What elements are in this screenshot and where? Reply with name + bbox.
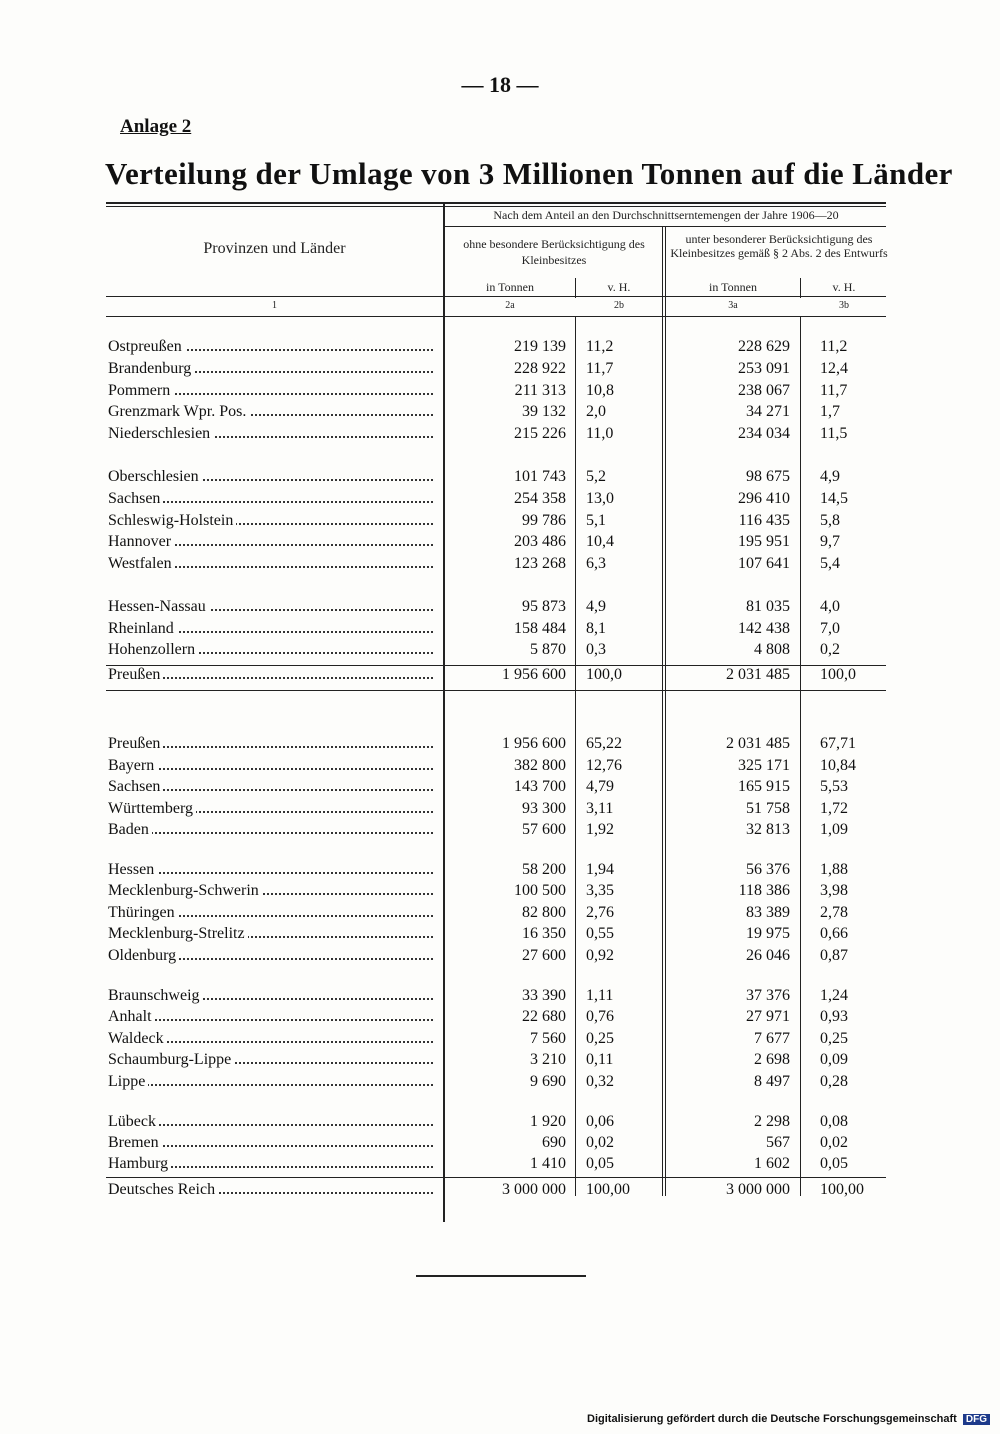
row-tonnen-2: 1 410 [530, 1155, 566, 1172]
row-tonnen-3: 234 034 [738, 425, 790, 442]
row-tonnen-3: 98 675 [746, 468, 790, 485]
table-row [108, 904, 878, 925]
header-sub2: ohne besondere Berücksichtigung des Kleinbesitzes [463, 237, 645, 267]
table-row [108, 382, 878, 403]
row-pct-3: 10,84 [820, 757, 856, 774]
row-pct-3: 0,87 [820, 947, 848, 964]
row-name-label: Oberschlesien [108, 468, 202, 485]
row-name [108, 425, 433, 443]
table-row [108, 735, 878, 756]
row-tonnen-2: 58 200 [522, 861, 566, 878]
row-pct-2: 0,55 [586, 925, 614, 942]
row-pct-3: 11,7 [820, 382, 848, 399]
table-row [108, 555, 878, 576]
unit-tonnen-2: in Tonnen [486, 280, 534, 294]
row-pct-3: 3,98 [820, 882, 848, 899]
page-number: — 18 — [461, 72, 539, 97]
row-name-label: Schaumburg-Lippe [108, 1051, 234, 1068]
row-name-label: Mecklenburg-Strelitz [108, 925, 248, 942]
row-name [108, 598, 433, 616]
table-row [108, 778, 878, 799]
row-tonnen-2: 228 922 [514, 360, 566, 377]
row-tonnen-3: 37 376 [746, 987, 790, 1004]
row-tonnen-2: 57 600 [522, 821, 566, 838]
row-tonnen-2: 100 500 [514, 882, 566, 899]
row-pct-2: 5,2 [586, 468, 606, 485]
row-pct-3: 11,2 [820, 338, 848, 355]
header-group: Nach dem Anteil an den Durchschnittserntemengen der Jahre 1906—20 [493, 208, 839, 222]
table-row [108, 1113, 878, 1134]
unit-pct-3: v. H. [832, 280, 856, 294]
table-top-rule [106, 202, 886, 204]
row-tonnen-2: 3 000 000 [502, 1181, 566, 1198]
row-name [108, 1051, 433, 1069]
row-pct-2: 0,92 [586, 947, 614, 964]
row-name-label: Hohenzollern [108, 641, 198, 658]
row-tonnen-2: 101 743 [514, 468, 566, 485]
row-tonnen-3: 107 641 [738, 555, 790, 572]
table-row [108, 987, 878, 1008]
row-tonnen-2: 254 358 [514, 490, 566, 507]
row-pct-2: 0,32 [586, 1073, 614, 1090]
unit-pct-2: v. H. [607, 280, 631, 294]
row-tonnen-3: 3 000 000 [726, 1181, 790, 1198]
row-pct-2: 4,9 [586, 598, 606, 615]
row-name [108, 925, 433, 943]
row-pct-3: 11,5 [820, 425, 848, 442]
row-name-label: Rheinland [108, 620, 177, 637]
row-tonnen-2: 27 600 [522, 947, 566, 964]
row-name-label: Preußen [108, 666, 163, 683]
row-name [108, 666, 433, 684]
row-name [108, 947, 433, 965]
row-tonnen-2: 9 690 [530, 1073, 566, 1090]
row-pct-3: 2,78 [820, 904, 848, 921]
table-row [108, 641, 878, 662]
table-row [108, 800, 878, 821]
row-pct-2: 0,3 [586, 641, 606, 658]
footer-credit [587, 1413, 990, 1425]
row-pct-3: 0,93 [820, 1008, 848, 1025]
table-row [108, 468, 878, 489]
table-row [108, 620, 878, 641]
row-name [108, 1181, 433, 1199]
row-name [108, 403, 433, 421]
row-tonnen-3: 296 410 [738, 490, 790, 507]
row-name-label: Waldeck [108, 1030, 167, 1047]
row-tonnen-3: 228 629 [738, 338, 790, 355]
row-tonnen-3: 4 808 [754, 641, 790, 658]
row-pct-3: 4,9 [820, 468, 840, 485]
row-tonnen-2: 219 139 [514, 338, 566, 355]
row-tonnen-3: 116 435 [738, 512, 790, 529]
row-tonnen-3: 34 271 [746, 403, 790, 420]
row-tonnen-2: 5 870 [530, 641, 566, 658]
row-pct-3: 5,8 [820, 512, 840, 529]
row-name [108, 641, 433, 659]
row-name [108, 1155, 433, 1173]
row-pct-3: 1,72 [820, 800, 848, 817]
row-pct-3: 0,2 [820, 641, 840, 658]
row-pct-2: 0,06 [586, 1113, 614, 1130]
row-pct-3: 1,24 [820, 987, 848, 1004]
row-tonnen-3: 2 698 [754, 1051, 790, 1068]
row-tonnen-3: 195 951 [738, 533, 790, 550]
table-row [108, 947, 878, 968]
row-tonnen-3: 1 602 [754, 1155, 790, 1172]
table-row [108, 598, 878, 619]
row-name [108, 620, 433, 638]
row-tonnen-2: 382 800 [514, 757, 566, 774]
colnum-row-rule [106, 316, 886, 317]
table-row [108, 821, 878, 842]
footer-text: Digitalisierung gefördert durch die Deutsche Forschungsgemeinschaft [587, 1413, 957, 1425]
table-row [108, 1008, 878, 1029]
unit-tonnen-3: in Tonnen [709, 280, 757, 294]
row-name [108, 861, 433, 879]
row-tonnen-2: 82 800 [522, 904, 566, 921]
table-row [108, 1181, 878, 1202]
row-name [108, 1113, 433, 1131]
row-tonnen-2: 3 210 [530, 1051, 566, 1068]
row-name [108, 800, 433, 818]
row-pct-3: 1,7 [820, 403, 840, 420]
colnum-3b: 3b [839, 300, 849, 311]
row-tonnen-3: 8 497 [754, 1073, 790, 1090]
row-pct-2: 0,11 [586, 1051, 614, 1068]
row-tonnen-3: 567 [766, 1134, 790, 1151]
row-tonnen-2: 95 873 [522, 598, 566, 615]
row-tonnen-2: 1 956 600 [502, 735, 566, 752]
row-name [108, 382, 433, 400]
row-name [108, 904, 433, 922]
table-row [108, 1051, 878, 1072]
row-tonnen-2: 1 956 600 [502, 666, 566, 683]
closing-rule [416, 1275, 586, 1277]
row-pct-2: 6,3 [586, 555, 606, 572]
row-pct-2: 100,0 [586, 666, 622, 683]
row-name-label: Brandenburg [108, 360, 194, 377]
row-pct-2: 3,35 [586, 882, 614, 899]
row-tonnen-2: 158 484 [514, 620, 566, 637]
row-tonnen-2: 22 680 [522, 1008, 566, 1025]
row-pct-3: 0,28 [820, 1073, 848, 1090]
row-tonnen-3: 81 035 [746, 598, 790, 615]
row-tonnen-2: 39 132 [522, 403, 566, 420]
row-name [108, 1134, 433, 1152]
row-pct-2: 11,7 [586, 360, 614, 377]
row-name [108, 468, 433, 486]
row-name [108, 338, 433, 356]
row-name-label: Braunschweig [108, 987, 203, 1004]
row-tonnen-2: 99 786 [522, 512, 566, 529]
row-pct-3: 0,09 [820, 1051, 848, 1068]
row-name [108, 821, 433, 839]
row-tonnen-3: 2 031 485 [726, 666, 790, 683]
dfg-logo: DFG [963, 1414, 990, 1425]
row-name-label: Hessen-Nassau [108, 598, 209, 615]
row-name-label: Niederschlesien [108, 425, 213, 442]
table-row [108, 1155, 878, 1176]
row-pct-3: 12,4 [820, 360, 848, 377]
row-pct-2: 10,4 [586, 533, 614, 550]
row-name-label: Anhalt [108, 1008, 155, 1025]
row-pct-2: 2,76 [586, 904, 614, 921]
table-row [108, 925, 878, 946]
row-pct-3: 5,4 [820, 555, 840, 572]
row-pct-3: 0,66 [820, 925, 848, 942]
row-tonnen-2: 203 486 [514, 533, 566, 550]
row-tonnen-3: 2 298 [754, 1113, 790, 1130]
row-pct-2: 5,1 [586, 512, 606, 529]
row-tonnen-2: 123 268 [514, 555, 566, 572]
row-tonnen-3: 253 091 [738, 360, 790, 377]
row-pct-3: 100,00 [820, 1181, 864, 1198]
table-row [108, 425, 878, 446]
row-tonnen-3: 51 758 [746, 800, 790, 817]
row-name [108, 882, 433, 900]
row-name-label: Pommern [108, 382, 173, 399]
row-name [108, 1008, 433, 1026]
table-row [108, 882, 878, 903]
row-pct-2: 100,00 [586, 1181, 630, 1198]
preussen-end-rule [106, 690, 886, 691]
header-col1: Provinzen und Länder [203, 240, 346, 257]
row-pct-3: 0,08 [820, 1113, 848, 1130]
row-tonnen-2: 143 700 [514, 778, 566, 795]
row-tonnen-3: 19 975 [746, 925, 790, 942]
colnum-1: 1 [272, 300, 277, 311]
table-top-rule-thin [106, 206, 886, 207]
row-tonnen-3: 238 067 [738, 382, 790, 399]
row-name [108, 555, 433, 573]
row-tonnen-3: 165 915 [738, 778, 790, 795]
table-row [108, 360, 878, 381]
row-tonnen-3: 2 031 485 [726, 735, 790, 752]
row-tonnen-2: 215 226 [514, 425, 566, 442]
row-pct-3: 7,0 [820, 620, 840, 637]
row-name-label: Sachsen [108, 490, 163, 507]
table-row [108, 666, 878, 687]
row-name-label: Hamburg [108, 1155, 171, 1172]
row-name-label: Württemberg [108, 800, 196, 817]
row-pct-2: 12,76 [586, 757, 622, 774]
colnum-2b: 2b [614, 300, 624, 311]
row-pct-2: 2,0 [586, 403, 606, 420]
reich-sum-rule [106, 1177, 886, 1178]
row-pct-3: 67,71 [820, 735, 856, 752]
row-pct-2: 11,2 [586, 338, 614, 355]
row-name-label: Ostpreußen [108, 338, 185, 355]
row-pct-2: 1,94 [586, 861, 614, 878]
table-row [108, 1134, 878, 1155]
row-pct-2: 8,1 [586, 620, 606, 637]
row-tonnen-2: 690 [542, 1134, 566, 1151]
row-tonnen-2: 33 390 [522, 987, 566, 1004]
row-name [108, 1030, 433, 1048]
row-tonnen-3: 118 386 [738, 882, 790, 899]
row-tonnen-3: 32 813 [746, 821, 790, 838]
row-name [108, 735, 433, 753]
row-pct-2: 0,05 [586, 1155, 614, 1172]
row-tonnen-2: 7 560 [530, 1030, 566, 1047]
row-pct-3: 1,88 [820, 861, 848, 878]
row-name [108, 778, 433, 796]
row-name-label: Deutsches Reich [108, 1181, 218, 1198]
row-pct-2: 65,22 [586, 735, 622, 752]
row-name-label: Bremen [108, 1134, 162, 1151]
row-tonnen-3: 26 046 [746, 947, 790, 964]
row-name [108, 360, 433, 378]
row-name-label: Schleswig-Holstein [108, 512, 236, 529]
row-tonnen-2: 93 300 [522, 800, 566, 817]
row-pct-3: 5,53 [820, 778, 848, 795]
row-pct-3: 0,02 [820, 1134, 848, 1151]
row-name-label: Bayern [108, 757, 157, 774]
row-name-label: Westfalen [108, 555, 175, 572]
table-row [108, 490, 878, 511]
row-pct-2: 13,0 [586, 490, 614, 507]
row-name [108, 512, 433, 530]
row-tonnen-3: 325 171 [738, 757, 790, 774]
row-pct-3: 4,0 [820, 598, 840, 615]
row-name-label: Preußen [108, 735, 163, 752]
row-tonnen-3: 56 376 [746, 861, 790, 878]
row-tonnen-3: 7 677 [754, 1030, 790, 1047]
table-row [108, 338, 878, 359]
table-row [108, 861, 878, 882]
row-pct-2: 0,02 [586, 1134, 614, 1151]
row-tonnen-3: 83 389 [746, 904, 790, 921]
row-pct-2: 0,25 [586, 1030, 614, 1047]
row-pct-2: 1,11 [586, 987, 614, 1004]
row-name [108, 533, 433, 551]
row-name [108, 1073, 433, 1091]
row-pct-2: 3,11 [586, 800, 614, 817]
annex-label: Anlage 2 [120, 116, 192, 137]
row-name [108, 757, 433, 775]
page-title: Verteilung der Umlage von 3 Millionen Tonnen auf die Länder [105, 156, 953, 191]
colnum-2a: 2a [505, 300, 515, 311]
unit-row-rule [106, 296, 886, 297]
table-row [108, 1073, 878, 1094]
row-pct-2: 4,79 [586, 778, 614, 795]
row-pct-3: 0,25 [820, 1030, 848, 1047]
row-pct-3: 100,0 [820, 666, 856, 683]
row-pct-3: 9,7 [820, 533, 840, 550]
row-name [108, 987, 433, 1005]
row-name-label: Hannover [108, 533, 174, 550]
row-name-label: Lübeck [108, 1113, 159, 1130]
table-row [108, 533, 878, 554]
row-name-label: Mecklenburg-Schwerin [108, 882, 262, 899]
row-tonnen-3: 27 971 [746, 1008, 790, 1025]
row-pct-2: 1,92 [586, 821, 614, 838]
row-tonnen-2: 1 920 [530, 1113, 566, 1130]
row-tonnen-3: 142 438 [738, 620, 790, 637]
row-name-label: Hessen [108, 861, 157, 878]
row-name [108, 490, 433, 508]
table-row [108, 512, 878, 533]
table-row [108, 757, 878, 778]
table-row [108, 1030, 878, 1051]
row-name-label: Sachsen [108, 778, 163, 795]
table-row [108, 403, 878, 424]
row-name-label: Baden [108, 821, 152, 838]
row-pct-2: 0,76 [586, 1008, 614, 1025]
row-pct-2: 11,0 [586, 425, 614, 442]
header-sub3: unter besonderer Berücksichtigung des Kleinbesitzes gemäß § 2 Abs. 2 des Entwurfs [670, 232, 888, 260]
row-pct-2: 10,8 [586, 382, 614, 399]
row-name-label: Thüringen [108, 904, 178, 921]
row-tonnen-2: 211 313 [514, 382, 566, 399]
row-name-label: Oldenburg [108, 947, 179, 964]
colnum-3a: 3a [728, 300, 738, 311]
row-name-label: Grenzmark Wpr. Pos. [108, 403, 249, 420]
row-pct-3: 14,5 [820, 490, 848, 507]
row-pct-3: 0,05 [820, 1155, 848, 1172]
row-tonnen-2: 16 350 [522, 925, 566, 942]
row-name-label: Lippe [108, 1073, 148, 1090]
row-pct-3: 1,09 [820, 821, 848, 838]
